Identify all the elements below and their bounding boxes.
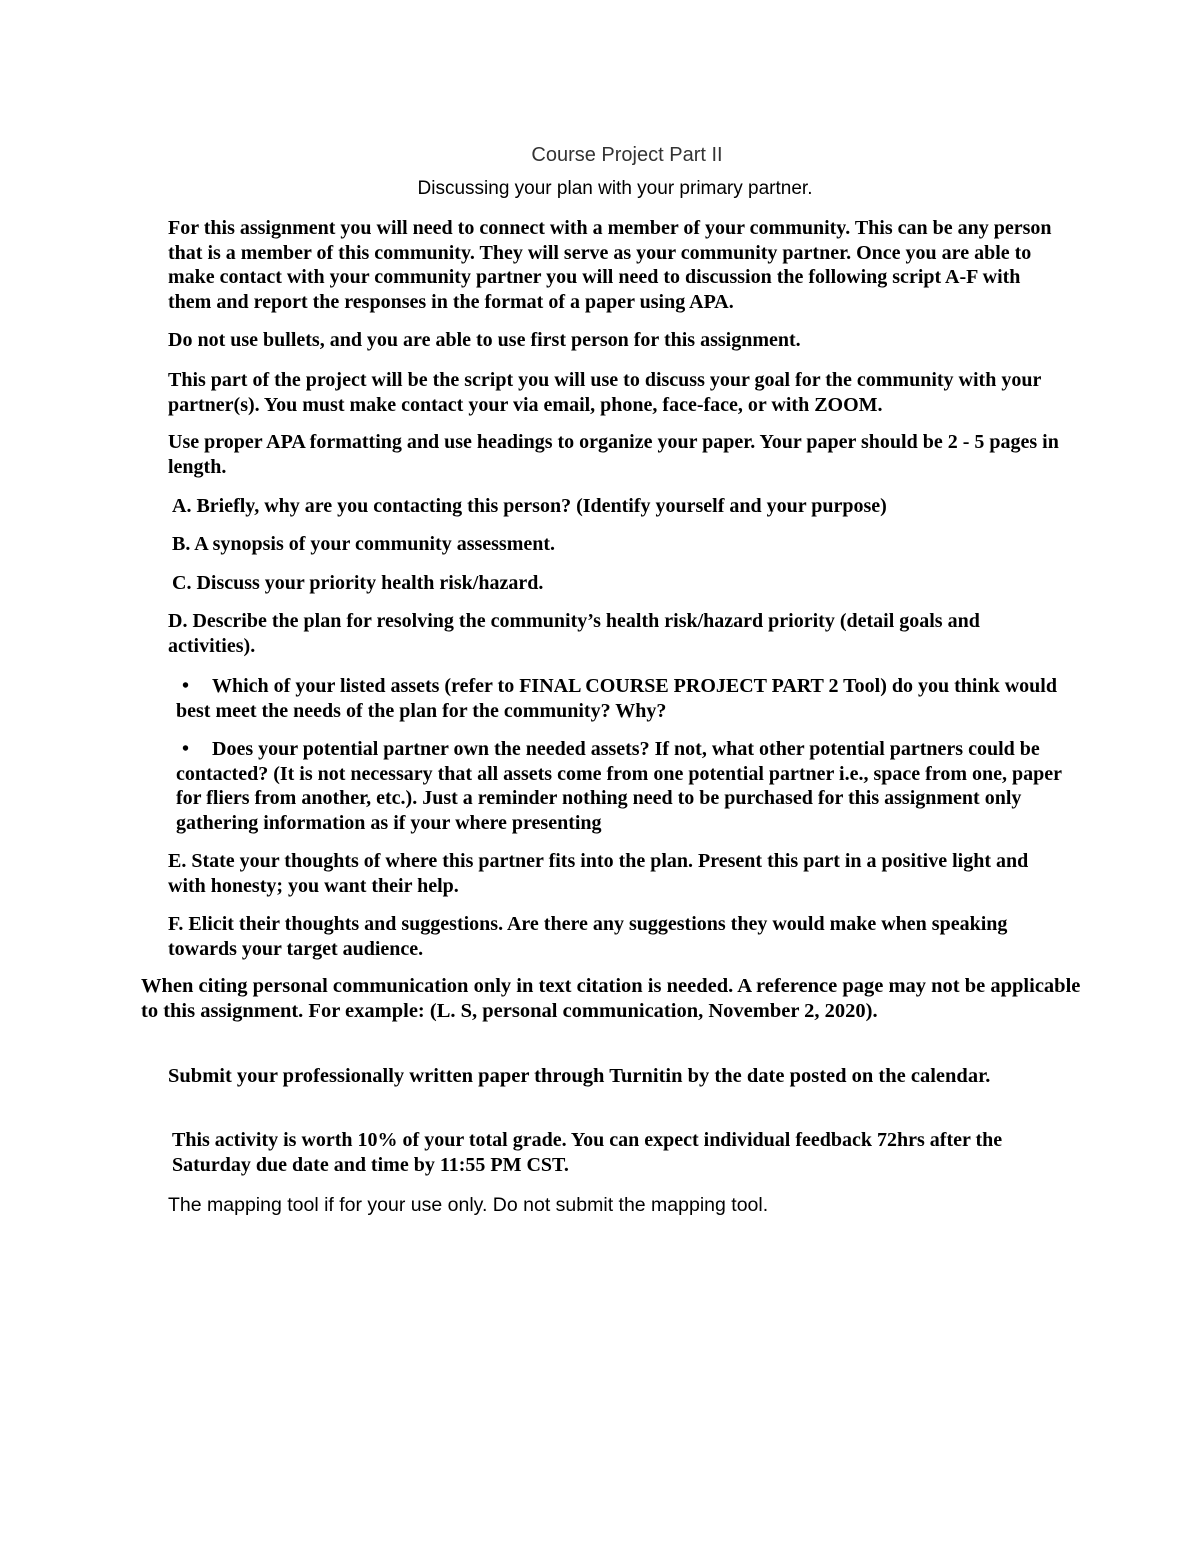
bullet-text: Which of your listed assets (refer to FINAL COURSE PROJECT PART 2 Tool) do you think would best meet the needs of the plan for the community? Why? bbox=[176, 675, 1057, 722]
mapping-tool-note: The mapping tool if for your use only. Do not submit the mapping tool. bbox=[168, 1194, 769, 1216]
page-subtitle: Discussing your plan with your primary partner. bbox=[417, 178, 813, 199]
bullet-icon: • bbox=[182, 675, 190, 697]
page-title: Course Project Part II bbox=[531, 144, 723, 166]
grade-worth-note: This activity is worth 10% of your total grade. You can expect individual feedback 72hrs after the Saturday due date and time by 11:55 PM CST. bbox=[172, 1129, 1003, 1176]
citation-note: When citing personal communication only in text citation is needed. A reference page may not be applicable to this assignment. For example: (L. S, personal communication, November 2, 2020). bbox=[141, 975, 1081, 1022]
script-paragraph: This part of the project will be the script you will use to discuss your goal for the community with your partner(s). You must make contact your via email, phone, face-face, or with ZOOM. bbox=[168, 369, 1041, 416]
item-d: D. Describe the plan for resolving the community’s health risk/hazard priority (detail goals and activities). bbox=[168, 610, 980, 657]
apa-format-paragraph: Use proper APA formatting and use headings to organize your paper. Your paper should be 2 - 5 pages in length. bbox=[168, 431, 1059, 478]
bullet-icon: • bbox=[182, 738, 190, 760]
item-e: E. State your thoughts of where this partner fits into the plan. Present this part in a positive light and with honesty; you want their help. bbox=[168, 850, 1029, 897]
no-bullets-paragraph: Do not use bullets, and you are able to use first person for this assignment. bbox=[168, 329, 801, 351]
bullet-text: Does your potential partner own the needed assets? If not, what other potential partners could be contacted? (It is not necessary that all assets come from one potential partner i.e., space from one, paper for fliers from another, etc.). Just a reminder nothing need to be purchased for this assignment only gathering information as if your where presenting bbox=[176, 738, 1062, 834]
item-c: C. Discuss your priority health risk/hazard. bbox=[172, 572, 544, 594]
item-a: A. Briefly, why are you contacting this person? (Identify yourself and your purpose) bbox=[172, 495, 887, 517]
intro-paragraph: For this assignment you will need to connect with a member of your community. This can be any person that is a member of this community. They will serve as your community partner. Once you are able to make contact with your community partner you will need to discussion the following script A-F with them and report the responses in the format of a paper using APA. bbox=[168, 217, 1052, 313]
item-f: F. Elicit their thoughts and suggestions. Are there any suggestions they would make when speaking towards your target audience. bbox=[168, 913, 1008, 960]
bullet-item-assets bbox=[176, 674, 1066, 723]
bullet-item-partner bbox=[176, 737, 1071, 835]
submit-instructions: Submit your professionally written paper through Turnitin by the date posted on the calendar. bbox=[168, 1065, 991, 1087]
item-b: B. A synopsis of your community assessment. bbox=[172, 533, 556, 555]
